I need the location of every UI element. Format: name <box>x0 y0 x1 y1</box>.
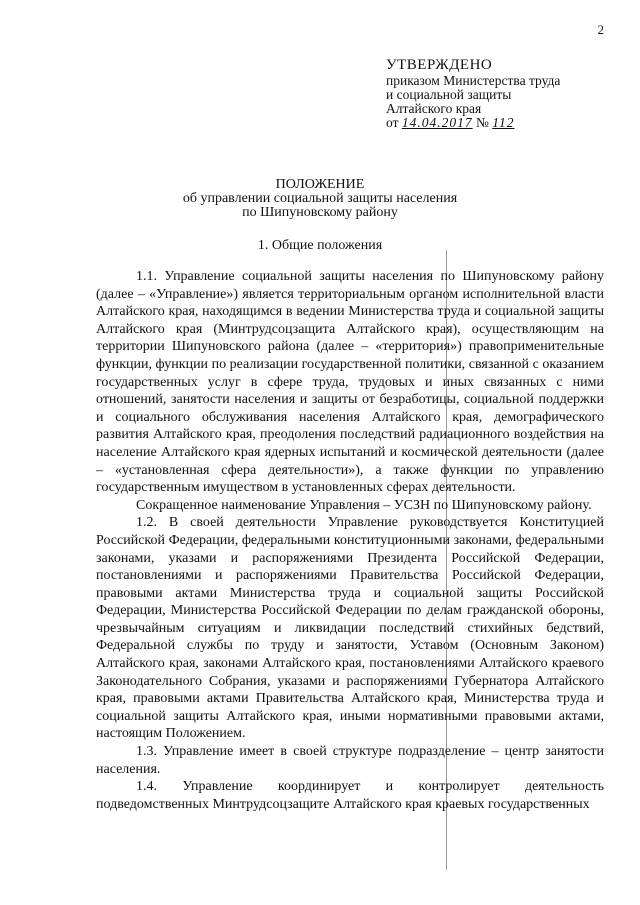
approval-date-line <box>386 116 616 130</box>
handwritten-number: 112 <box>492 115 515 130</box>
title-heading: ПОЛОЖЕНИЕ <box>275 177 365 192</box>
approval-line-1: приказом Министерства труда <box>386 73 561 88</box>
document-title <box>0 178 640 220</box>
body-text <box>96 268 604 813</box>
paragraph: Сокращенное наименование Управления – УСЗН по Шипуновскому району. <box>136 497 592 513</box>
approval-line-2: и социальной защиты <box>386 87 512 102</box>
section-title: 1. Общие положения <box>257 238 383 253</box>
paragraph: 1.4. Управление координирует и контролирует деятельность подведомственных Минтрудсоцзащите Алтайского края краевых государственных <box>96 779 604 812</box>
paragraph: 1.2. В своей деятельности Управление руководствуется Конституцией Российской Федерации, федеральными конституционными законами, федеральными законами, указами и распоряжениями Президента Российской Федерации, постановлениями и распоряжениями Правительства Российской Федерации, правовыми актами Министерства труда и социальной защиты Российской Федерации, Министерства Российской Федерации по делам гражданской обороны, чрезвычайным ситуациям и ликвидации последствий стихийных бедствий, Федеральной службы по труду и занятости, Уставом (Основным Законом) Алтайского края, законами Алтайского края, постановлениями Алтайского краевого Законодательного Собрания, указами и распоряжениями Губернатора Алтайского края, правовыми актами Правительства Алтайского края, Министерства труда и социальной защиты Алтайского края, иными нормативными правовыми актами, настоящим Положением. <box>96 515 604 742</box>
approval-heading: УТВЕРЖДЕНО <box>386 57 493 73</box>
title-line-1: об управлении социальной защиты населения <box>182 191 458 206</box>
handwritten-date: 14.04.2017 <box>401 115 473 130</box>
approval-line-3: Алтайского края <box>386 101 482 116</box>
paragraph: 1.1. Управление социальной защиты населения по Шипуновскому району (далее – «Управление») является территориальным органом исполнительной власти Алтайского края, находящимся в ведении Министерства труда и социальной защиты Алтайского края (Минтрудсоцзащита Алтайского края), осуществляющим на территории Шипуновского района (далее – «территория») правоприменительные функции, функции по реализации государственной политики, связанной с оказанием государственных услуг в сфере труда, трудовых и иных связанных с ними отношений, занятости населения и защиты от безработицы, социальной поддержки и социального обслуживания населения Алтайского края, демографического развития Алтайского края, преодоления последствий радиационного воздействия на население Алтайского края ядерных испытаний и космической деятельности (далее – «установленная сфера деятельности»), а также функции по управлению государственным имуществом в установленных сферах деятельности. <box>96 269 604 496</box>
title-line-2: по Шипуновскому району <box>242 205 398 220</box>
approval-stamp <box>386 58 616 130</box>
paragraph: 1.3. Управление имеет в своей структуре подразделение – центр занятости населения. <box>96 744 604 777</box>
page-number: 2 <box>597 22 604 37</box>
date-prefix: от <box>386 115 399 130</box>
number-prefix: № <box>475 115 489 130</box>
